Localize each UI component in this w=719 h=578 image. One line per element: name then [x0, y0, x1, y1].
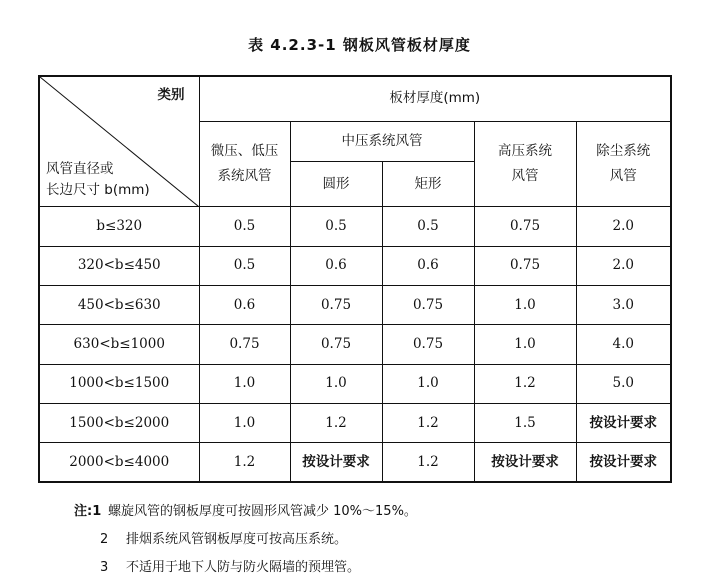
low-cell: 0.6 — [199, 286, 290, 325]
medium-pressure-header: 中压系统风管 — [290, 121, 474, 161]
dimension-label-line1: 风管直径或 — [46, 160, 114, 177]
size-cell: 1500<b≤2000 — [39, 403, 199, 442]
round-cell: 0.6 — [290, 246, 382, 285]
low-cell: 0.5 — [199, 207, 290, 246]
round-cell: 按设计要求 — [290, 443, 382, 482]
note-item — [100, 556, 360, 575]
high-pressure-header-line2: 风管 — [511, 168, 539, 185]
note-item — [74, 500, 417, 519]
size-cell: 450<b≤630 — [39, 286, 199, 325]
note-text: 不适用于地下人防与防火隔墙的预埋管。 — [126, 560, 361, 575]
high-cell: 1.0 — [474, 286, 576, 325]
rect-cell: 1.2 — [382, 403, 474, 442]
table-row — [39, 403, 671, 442]
low-cell: 0.5 — [199, 246, 290, 285]
rect-cell: 0.6 — [382, 246, 474, 285]
table-row — [39, 207, 671, 246]
dimension-label — [46, 159, 150, 201]
steel-thickness-table — [38, 75, 672, 483]
diagonal-header-cell — [39, 76, 199, 207]
dust-removal-header-line2: 风管 — [609, 168, 637, 185]
note-item — [100, 528, 347, 547]
round-header: 圆形 — [290, 162, 382, 207]
note-number: 注:1 — [74, 504, 102, 519]
low-cell: 0.75 — [199, 325, 290, 364]
table-title: 表 4.2.3-1 钢板风管板材厚度 — [248, 36, 471, 54]
dust-cell: 4.0 — [576, 325, 671, 364]
round-cell: 0.75 — [290, 286, 382, 325]
high-cell: 0.75 — [474, 207, 576, 246]
size-cell: 320<b≤450 — [39, 246, 199, 285]
table-row — [39, 246, 671, 285]
round-cell: 0.5 — [290, 207, 382, 246]
size-cell: 2000<b≤4000 — [39, 443, 199, 482]
low-pressure-header-line1: 微压、低压 — [210, 143, 279, 160]
size-cell: b≤320 — [39, 207, 199, 246]
low-cell: 1.0 — [199, 364, 290, 403]
dust-cell: 3.0 — [576, 286, 671, 325]
rect-cell: 0.75 — [382, 286, 474, 325]
dust-removal-header-line1: 除尘系统 — [596, 143, 651, 160]
round-cell: 1.0 — [290, 364, 382, 403]
size-cell: 1000<b≤1500 — [39, 364, 199, 403]
low-cell: 1.0 — [199, 403, 290, 442]
rect-header: 矩形 — [382, 162, 474, 207]
rect-cell: 0.5 — [382, 207, 474, 246]
note-text: 排烟系统风管钢板厚度可按高压系统。 — [126, 532, 348, 547]
table-row — [39, 443, 671, 482]
size-cell: 630<b≤1000 — [39, 325, 199, 364]
table-row — [39, 325, 671, 364]
low-pressure-header — [199, 121, 290, 207]
dimension-label-line2: 长边尺寸 b(mm) — [46, 181, 150, 198]
high-cell: 1.5 — [474, 403, 576, 442]
dust-cell: 2.0 — [576, 246, 671, 285]
rect-cell: 1.0 — [382, 364, 474, 403]
high-cell: 1.2 — [474, 364, 576, 403]
low-cell: 1.2 — [199, 443, 290, 482]
note-number: 2 — [100, 532, 109, 547]
dust-cell: 按设计要求 — [576, 443, 671, 482]
rect-cell: 0.75 — [382, 325, 474, 364]
table-row — [39, 286, 671, 325]
high-cell: 1.0 — [474, 325, 576, 364]
dust-cell: 按设计要求 — [576, 403, 671, 442]
note-text: 螺旋风管的钢板厚度可按圆形风管减少 10%～15%。 — [108, 504, 417, 519]
low-pressure-header-line2: 系统风管 — [217, 168, 272, 185]
high-pressure-header — [474, 121, 576, 207]
round-cell: 1.2 — [290, 403, 382, 442]
thickness-header: 板材厚度(mm) — [199, 76, 671, 121]
dust-cell: 5.0 — [576, 364, 671, 403]
high-cell: 按设计要求 — [474, 443, 576, 482]
dust-cell: 2.0 — [576, 207, 671, 246]
high-pressure-header-line1: 高压系统 — [498, 143, 552, 160]
table-row — [39, 364, 671, 403]
category-label: 类别 — [157, 87, 185, 103]
high-cell: 0.75 — [474, 246, 576, 285]
rect-cell: 1.2 — [382, 443, 474, 482]
dust-removal-header — [576, 121, 671, 207]
round-cell: 0.75 — [290, 325, 382, 364]
note-number: 3 — [100, 560, 109, 575]
